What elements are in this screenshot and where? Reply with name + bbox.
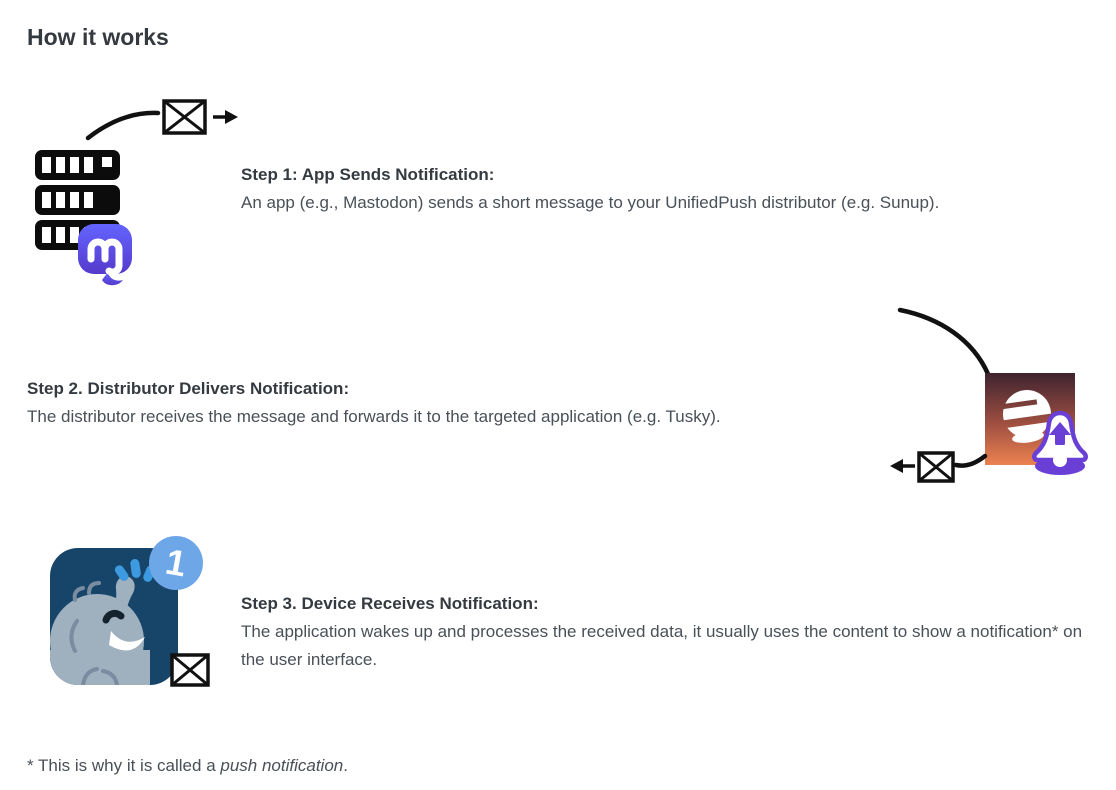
- step-1: [241, 161, 1101, 217]
- footnote-text: * This is why it is called a: [27, 756, 221, 775]
- notification-badge: [149, 536, 203, 590]
- envelope-icon: [172, 655, 208, 685]
- step1-illustration: [27, 90, 260, 290]
- step2-illustration: [875, 300, 1090, 490]
- step-2: [27, 375, 867, 431]
- arrow-left-icon: [890, 459, 915, 473]
- envelope-icon: [919, 453, 953, 481]
- step-1-title: Step 1: App Sends Notification:: [241, 165, 495, 184]
- step-1-description: An app (e.g., Mastodon) sends a short message to your UnifiedPush distributor (e.g. Sunup).: [241, 193, 940, 212]
- step3-illustration: [45, 525, 215, 695]
- step-3: [241, 590, 1101, 674]
- step-2-description: The distributor receives the message and forwards it to the targeted application (e.g. Tusky).: [27, 407, 721, 426]
- arrow-right-icon: [213, 110, 238, 124]
- envelope-icon: [164, 101, 205, 133]
- footnote-suffix: .: [343, 756, 348, 775]
- footnote-italic: push notification: [220, 756, 344, 775]
- curve-stroke: [88, 113, 158, 138]
- mastodon-logo-icon: [78, 224, 132, 285]
- step-3-title: Step 3. Device Receives Notification:: [241, 594, 539, 613]
- footnote: [27, 752, 348, 780]
- badge-count: 1: [162, 540, 190, 585]
- step-2-title: Step 2. Distributor Delivers Notification:: [27, 379, 350, 398]
- page-title: How it works: [27, 24, 169, 50]
- curve-stroke: [900, 310, 988, 374]
- step-3-description: The application wakes up and processes the received data, it usually uses the content to show a notification* on the user interface.: [241, 622, 1083, 669]
